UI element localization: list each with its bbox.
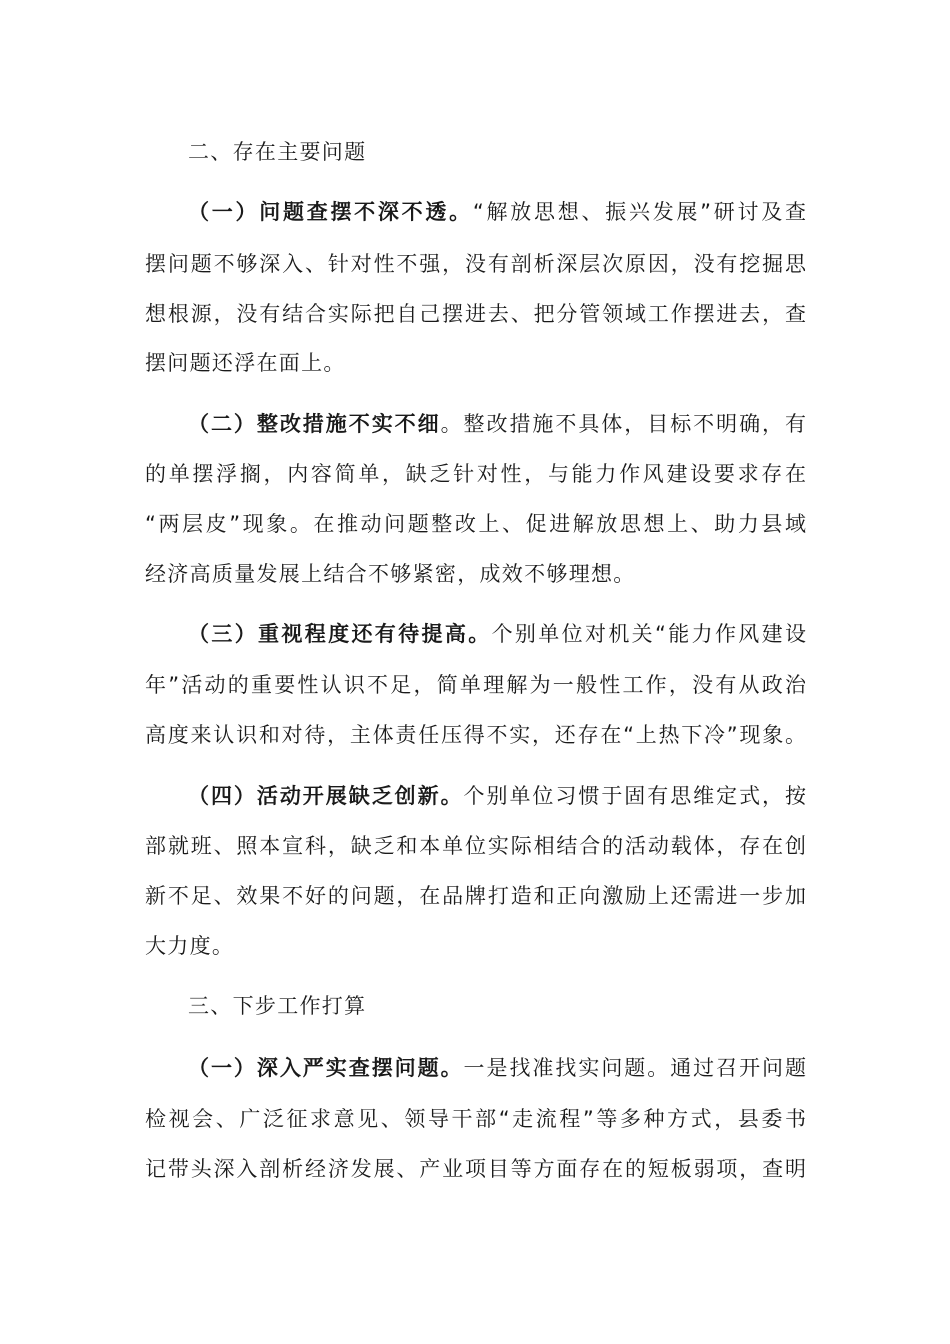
section-heading-2: 二、存在主要问题 [188,140,367,164]
paragraph-4-text: 个别单位习惯于固有思维定式，按 [463,784,806,808]
paragraph-2-title: （二）整改措施不实不细 [188,412,441,436]
paragraph-5-line-2: 检视会、广泛征求意见、领导干部“走流程”等多种方式，县委书 [145,1107,806,1131]
paragraph-3-line-1 [188,608,806,660]
paragraph-3-text: 个别单位对机关“能力作风建设 [491,622,806,646]
paragraph-3-title: （三）重视程度还有待提高。 [188,622,492,646]
paragraph-5-text: 一是找准找实问题。通过召开问题 [463,1056,806,1080]
section-heading-3: 三、下步工作打算 [188,994,367,1018]
paragraph-4-line-4: 大力度。 [145,934,235,958]
paragraph-1-line-3: 想根源，没有结合实际把自己摆进去、把分管领域工作摆进去，查 [145,302,806,326]
paragraph-2-line-4: 经济高质量发展上结合不够紧密，成效不够理想。 [145,562,636,586]
paragraph-1-title: （一）问题查摆不深不透。 [188,200,473,224]
paragraph-4-line-1 [188,770,806,822]
paragraph-4-line-2: 部就班、照本宣科，缺乏和本单位实际相结合的活动载体，存在创 [145,834,806,858]
paragraph-2-line-2: 的单摆浮搁，内容简单，缺乏针对性，与能力作风建设要求存在 [145,462,806,486]
paragraph-4-line-3: 新不足、效果不好的问题，在品牌打造和正向激励上还需进一步加 [145,884,806,908]
paragraph-3-line-3: 高度来认识和对待，主体责任压得不实，还存在“上热下冷”现象。 [145,723,806,747]
paragraph-2-text: 。整改措施不具体，目标不明确，有 [440,412,806,436]
paragraph-1-line-4: 摆问题还浮在面上。 [145,351,346,375]
paragraph-5-line-1 [188,1042,806,1094]
paragraph-4-title: （四）活动开展缺乏创新。 [188,784,464,808]
paragraph-2-line-1 [188,398,806,450]
paragraph-1-line-1 [188,186,806,238]
paragraph-1-text: “解放思想、振兴发展”研讨及查 [472,200,806,224]
paragraph-2-line-3: “两层皮”现象。在推动问题整改上、促进解放思想上、助力县域 [145,512,806,536]
paragraph-3-line-2: 年”活动的重要性认识不足，简单理解为一般性工作，没有从政治 [145,673,806,697]
paragraph-5-title: （一）深入严实查摆问题。 [188,1056,464,1080]
paragraph-5-line-3: 记带头深入剖析经济发展、产业项目等方面存在的短板弱项，查明 [145,1157,806,1181]
paragraph-1-line-2: 摆问题不够深入、针对性不强，没有剖析深层次原因，没有挖掘思 [145,252,806,276]
